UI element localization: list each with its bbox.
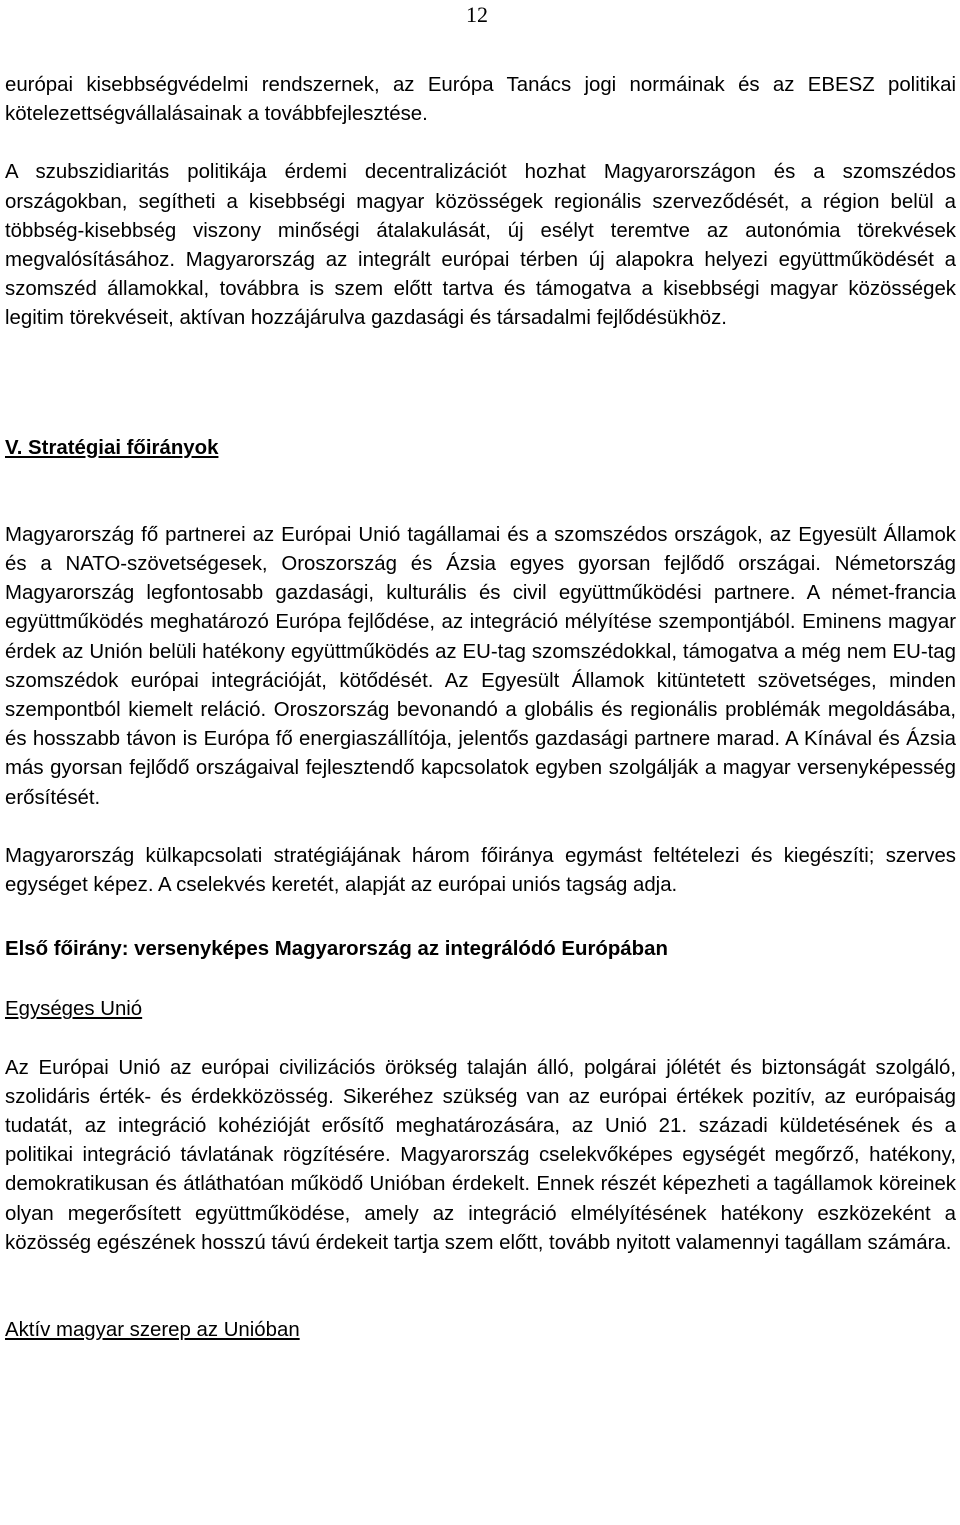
subheading-unified-union: Egységes Unió — [5, 998, 143, 1021]
page-number: 12 — [466, 2, 488, 27]
document-body — [5, 71, 956, 1345]
paragraph-partners: Magyarország fő partnerei az Európai Unió tagállamai és a szomszédos országok, az Egyesült Államok és a NATO-szövetségesek, Oroszország és Ázsia egyes gyorsan fejlődő országai. Németország Magyarország legfontosabb gazdasági, kulturális és civil együttműködési partnere. A német-francia együttműködés meghatározó Európa fejlődése, az integráció mélyítése szempontjából. Eminens magyar érdek az Unión belüli hatékony együttműködés az EU-tag szomszédokkal, támogatva a még nem EU-tag szomszédok európai integrációját, kötődését. Az Egyesült Államok kitüntetett szövetséges, minden szempontból kiemelt reláció. Oroszország bevonandó a globális és regionális problémák megoldásába, és hosszabb távon is Európa fő energiaszállítója, jelentős gazdasági partnere marad. A Kínával és Ázsia más gyorsan fejlődő országaival fejlesztendő kapcsolatok egyben szolgálják a magyar versenyképesség erősítését. — [5, 523, 956, 809]
paragraph-european-union: Az Európai Unió az európai civilizációs örökség talaján álló, polgárai jólétét és biztonságát szolgáló, szolidáris érték- és érdekközösség. Sikeréhez szükség van az európai értékek pozitív, az európaiság tudatát, az integráció kohézióját erősítő meghatározására, az Unió 21. századi küldetésének és a politikai integráció távlatának rögzítésére. Magyarország cselekvőképes egységét megőrző, hatékony, demokratikusan és átláthatóan működő Unióban érdekelt. Ennek részét képezheti a tagállamok köreinek olyan megerősített együttműködése, amely az integráció elmélyítésének hatékony eszközeként a közösség egészének hosszú távú érdekeit tartja szem előtt, tovább nyitott valamennyi tagállam számára. — [5, 1056, 956, 1254]
paragraph-strategy: Magyarország külkapcsolati stratégiájának három főiránya egymást feltételezi és kiegészíti; szerves egységet képez. A cselekvés keretét, alapját az európai uniós tagság adja. — [5, 844, 956, 897]
paragraph-subsidiarity: A szubszidiaritás politikája érdemi decentralizációt hozhat Magyarországon és a szomszédos országokban, segítheti a kisebbségi magyar közösségek regionális szerveződését, a région belül a többség-kisebbség viszony minőségi átalakulását, új esélyt teremtve az autonómia törekvések megvalósításához. Magyarország az integrált európai térben új alapokra helyezi együttműködését a szomszéd államokkal, továbbra is szem előtt tartva és támogatva a kisebbségi magyar közösségek legitim törekvéseit, aktívan hozzájárulva gazdasági és társadalmi fejlődésükhöz. — [5, 161, 956, 330]
section-heading-v: V. Stratégiai főirányok — [5, 436, 219, 459]
paragraph-intro-end: európai kisebbségvédelmi rendszernek, az Európa Tanács jogi normáinak és az EBESZ politikai kötelezettségvállalásainak a továbbfejlesztése. — [5, 74, 956, 126]
first-direction-heading: Első főirány: versenyképes Magyarország az integrálódó Európában — [5, 938, 668, 961]
subheading-active-role: Aktív magyar szerep az Unióban — [5, 1319, 300, 1342]
